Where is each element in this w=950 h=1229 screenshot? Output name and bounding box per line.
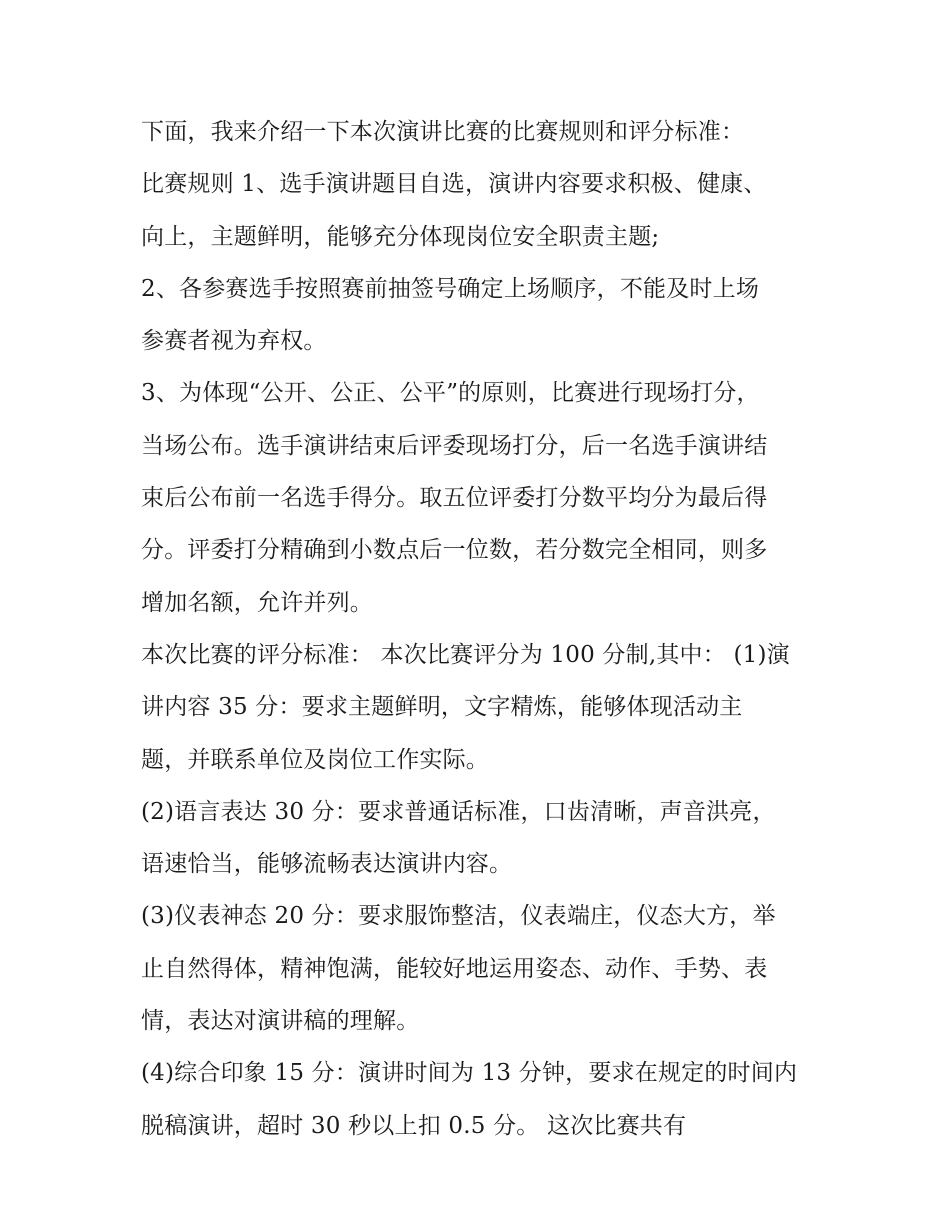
text-line: 分。评委打分精确到小数点后一位数，若分数完全相同，则多: [141, 537, 768, 564]
text-line: 题，并联系单位及岗位工作实际。: [141, 746, 489, 773]
text-line: (3)仪表神态 20 分：要求服饰整洁，仪表端庄，仪态大方，举: [141, 903, 776, 930]
document-body: [141, 106, 821, 1152]
text-line: (4)综合印象 15 分：演讲时间为 13 分钟，要求在规定的时间内: [141, 1060, 798, 1087]
text-line: 2、各参赛选手按照赛前抽签号确定上场顺序，不能及时上场: [141, 275, 760, 302]
text-line: 束后公布前一名选手得分。取五位评委打分数平均分为最后得: [141, 485, 768, 512]
text-line: 脱稿演讲，超时 30 秒以上扣 0.5 分。 这次比赛共有: [141, 1112, 687, 1139]
text-line: 情，表达对演讲稿的理解。: [141, 1008, 420, 1035]
text-line: 参赛者视为弃权。: [141, 328, 327, 355]
text-line: 比赛规则 1、选手演讲题目自选，演讲内容要求积极、健康、: [141, 171, 767, 198]
text-line: 增加名额，允许并列。: [141, 589, 373, 616]
text-line: 讲内容 35 分：要求主题鲜明，文字精炼，能够体现活动主: [141, 694, 743, 721]
text-line: 当场公布。选手演讲结束后评委现场打分，后一名选手演讲结: [141, 432, 768, 459]
text-line: 3、为体现“公开、公正、公平”的原则，比赛进行现场打分，: [141, 380, 760, 407]
text-line: (2)语言表达 30 分：要求普通话标准，口齿清晰，声音洪亮，: [141, 798, 776, 825]
text-line: 语速恰当，能够流畅表达演讲内容。: [141, 851, 513, 878]
text-line: 下面，我来介绍一下本次演讲比赛的比赛规则和评分标准：: [141, 119, 745, 145]
text-line: 本次比赛的评分标准： 本次比赛评分为 100 分制,其中： (1)演: [141, 641, 790, 668]
text-line: 止自然得体，精神饱满，能较好地运用姿态、动作、手势、表: [141, 955, 768, 982]
text-line: 向上，主题鲜明，能够充分体现岗位安全职责主题;: [141, 223, 660, 250]
